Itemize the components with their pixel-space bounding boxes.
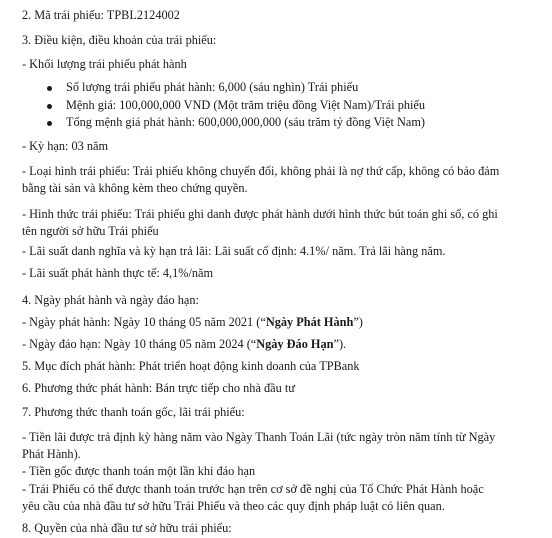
maturity-date-term: Ngày Đáo Hạn <box>256 337 334 351</box>
principal-payment-line: - Tiền gốc được thanh toán một lần khi đáo hạn <box>22 464 256 478</box>
bond-type-line-2: bằng tài sản và không kèm theo chứng quyền. <box>22 181 248 195</box>
total-par-value-item: Tổng mệnh giá phát hành: 600,000,000,000 (sáu trăm tỷ đồng Việt Nam) <box>66 115 425 129</box>
par-value-item: Mệnh giá: 100,000,000 VND (Một trăm triệu đồng Việt Nam)/Trái phiếu <box>66 98 426 112</box>
issue-date-line <box>22 315 363 330</box>
bond-form-line-2: tên người sở hữu Trái phiếu <box>22 224 159 238</box>
bond-code-line: 2. Mã trái phiếu: TPBL2124002 <box>22 8 180 22</box>
purpose-line: 5. Mục đích phát hành: Phát triển hoạt động kinh doanh của TPBank <box>22 359 360 373</box>
maturity-date-close: ”). <box>333 337 347 351</box>
maturity-date-text: - Ngày đáo hạn: Ngày 10 tháng 05 năm 2024 (“ <box>22 337 257 351</box>
early-redemption-line-1: - Trái Phiếu có thể được thanh toán trước hạn trên cơ sở đề nghị của Tổ Chức Phát Hành hoặc <box>22 482 484 496</box>
bond-quantity-item: Số lượng trái phiếu phát hành: 6,000 (sáu nghìn) Trái phiếu <box>66 80 359 94</box>
interest-payment-line-2: Phát Hành). <box>22 447 81 461</box>
bullet-icon <box>47 104 52 109</box>
issuance-method-line: 6. Phương thức phát hành: Bán trực tiếp cho nhà đầu tư <box>22 381 295 395</box>
bond-type-line-1: - Loại hình trái phiếu: Trái phiếu không chuyển đổi, không phải là nợ thứ cấp, không có bảo đảm <box>22 164 500 178</box>
bullet-icon <box>47 121 52 126</box>
maturity-date-line <box>22 337 346 352</box>
issue-date-term: Ngày Phát Hành <box>265 315 354 329</box>
bullet-icon <box>47 86 52 91</box>
issue-date-close: ”) <box>353 315 363 329</box>
term-line: - Kỳ hạn: 03 năm <box>22 139 109 153</box>
section-7-heading: 7. Phương thức thanh toán gốc, lãi trái phiếu: <box>22 405 245 419</box>
issue-date-text: - Ngày phát hành: Ngày 10 tháng 05 năm 2021 (“ <box>22 315 266 329</box>
nominal-rate-line: - Lãi suất danh nghĩa và kỳ hạn trả lãi: Lãi suất cố định: 4.1%/ năm. Trả lãi hàng năm. <box>22 244 446 258</box>
section-4-heading: 4. Ngày phát hành và ngày đáo hạn: <box>22 293 199 307</box>
issue-volume-line: - Khối lượng trái phiếu phát hành <box>22 57 187 71</box>
section-3-heading: 3. Điều kiện, điều khoản của trái phiếu: <box>22 33 217 47</box>
interest-payment-line-1: - Tiền lãi được trả định kỳ hàng năm vào Ngày Thanh Toán Lãi (tức ngày tròn năm tính từ Ngày <box>22 430 496 444</box>
early-redemption-line-2: yêu cầu của nhà đầu tư sở hữu Trái Phiếu và theo các quy định pháp luật có liên quan. <box>22 499 445 513</box>
bond-form-line-1: - Hình thức trái phiếu: Trái phiếu ghi danh được phát hành dưới hình thức bút toán ghi sổ, có ghi <box>22 207 498 221</box>
section-8-heading: 8. Quyền của nhà đầu tư sở hữu trái phiếu: <box>22 521 232 535</box>
actual-rate-line: - Lãi suất phát hành thực tế: 4,1%/năm <box>22 266 214 280</box>
